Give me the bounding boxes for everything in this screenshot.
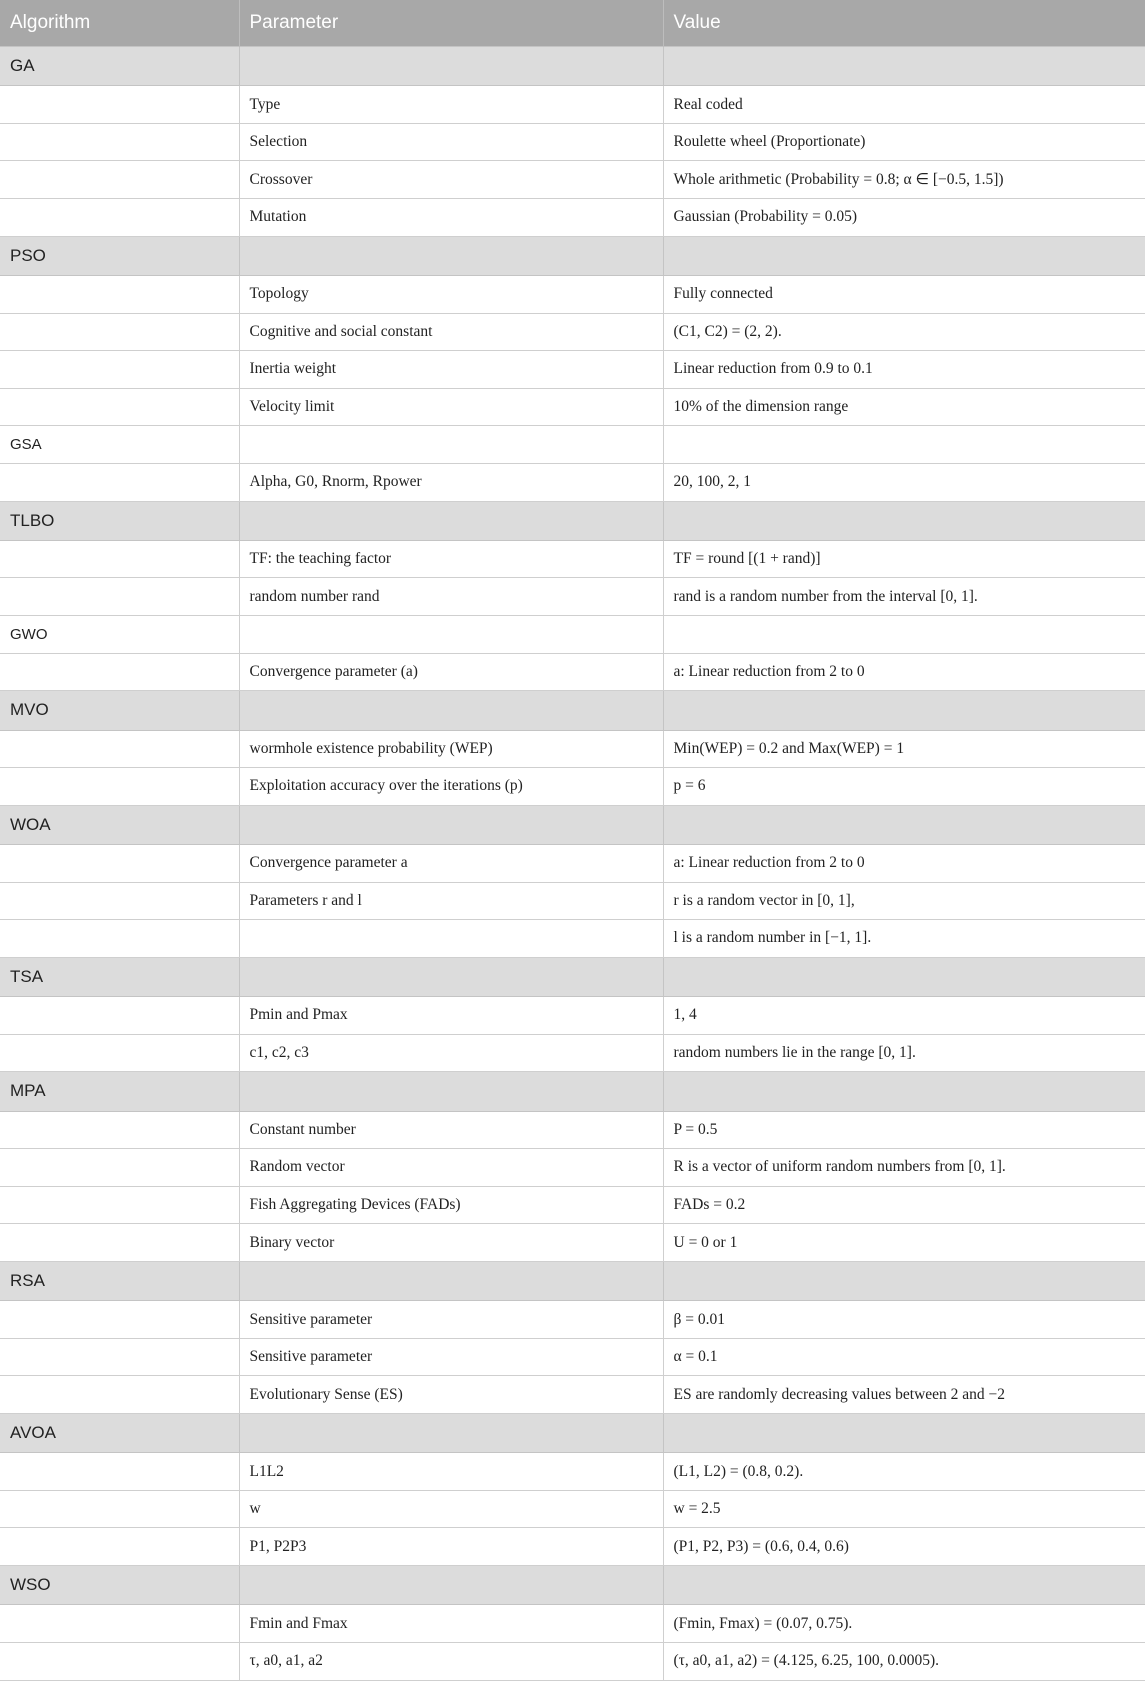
algorithm-cell: GA xyxy=(0,47,239,86)
value-cell: (τ, a0, a1, a2) = (4.125, 6.25, 100, 0.0005). xyxy=(663,1642,1145,1680)
value-cell xyxy=(663,1566,1145,1605)
parameter-cell: Pmin and Pmax xyxy=(239,997,663,1035)
value-cell: (C1, C2) = (2, 2). xyxy=(663,313,1145,351)
parameter-cell xyxy=(239,920,663,958)
algorithm-cell xyxy=(0,768,239,806)
algorithm-cell xyxy=(0,161,239,199)
algorithm-group-row xyxy=(0,1566,1145,1605)
algorithm-cell xyxy=(0,1376,239,1414)
table-row xyxy=(0,123,1145,161)
table-row xyxy=(0,1376,1145,1414)
parameter-cell: Exploitation accuracy over the iterations (p) xyxy=(239,768,663,806)
algorithm-group-row xyxy=(0,1261,1145,1300)
algorithm-cell xyxy=(0,313,239,351)
parameter-cell: Constant number xyxy=(239,1111,663,1149)
parameter-cell xyxy=(239,691,663,730)
value-cell xyxy=(663,426,1145,464)
table-row xyxy=(0,1338,1145,1376)
value-cell: (P1, P2, P3) = (0.6, 0.4, 0.6) xyxy=(663,1528,1145,1566)
parameter-cell: Alpha, G0, Rnorm, Rpower xyxy=(239,463,663,501)
algorithm-cell xyxy=(0,275,239,313)
table-row xyxy=(0,653,1145,691)
parameter-cell: Cognitive and social constant xyxy=(239,313,663,351)
algorithm-cell: GSA xyxy=(0,426,239,464)
parameter-cell: c1, c2, c3 xyxy=(239,1034,663,1072)
value-cell: (Fmin, Fmax) = (0.07, 0.75). xyxy=(663,1605,1145,1643)
table-row xyxy=(0,578,1145,616)
parameter-cell: Inertia weight xyxy=(239,351,663,389)
table-row xyxy=(0,882,1145,920)
parameter-cell: Parameters r and l xyxy=(239,882,663,920)
header-value: Value xyxy=(663,0,1145,47)
algorithm-cell xyxy=(0,578,239,616)
algorithm-cell xyxy=(0,1149,239,1187)
value-cell: ES are randomly decreasing values between 2 and −2 xyxy=(663,1376,1145,1414)
value-cell: random numbers lie in the range [0, 1]. xyxy=(663,1034,1145,1072)
table-row xyxy=(0,351,1145,389)
value-cell: a: Linear reduction from 2 to 0 xyxy=(663,653,1145,691)
value-cell: P = 0.5 xyxy=(663,1111,1145,1149)
algorithm-cell: MPA xyxy=(0,1072,239,1111)
algorithm-cell xyxy=(0,997,239,1035)
value-cell: a: Linear reduction from 2 to 0 xyxy=(663,844,1145,882)
table-row xyxy=(0,1453,1145,1491)
algorithm-cell xyxy=(0,1642,239,1680)
value-cell xyxy=(663,1414,1145,1453)
value-cell: β = 0.01 xyxy=(663,1301,1145,1339)
parameter-cell xyxy=(239,1414,663,1453)
parameter-cell xyxy=(239,426,663,464)
parameter-cell: Velocity limit xyxy=(239,388,663,426)
value-cell: α = 0.1 xyxy=(663,1338,1145,1376)
algorithm-cell xyxy=(0,1224,239,1262)
value-cell: U = 0 or 1 xyxy=(663,1224,1145,1262)
algorithm-group-row xyxy=(0,501,1145,540)
value-cell: p = 6 xyxy=(663,768,1145,806)
parameter-cell: Convergence parameter (a) xyxy=(239,653,663,691)
table-row xyxy=(0,1186,1145,1224)
parameter-cell xyxy=(239,501,663,540)
value-cell: R is a vector of uniform random numbers from [0, 1]. xyxy=(663,1149,1145,1187)
table-row xyxy=(0,1528,1145,1566)
table-row xyxy=(0,1111,1145,1149)
value-cell: TF = round [(1 + rand)] xyxy=(663,540,1145,578)
algorithm-cell xyxy=(0,844,239,882)
value-cell: Roulette wheel (Proportionate) xyxy=(663,123,1145,161)
value-cell xyxy=(663,236,1145,275)
value-cell: 10% of the dimension range xyxy=(663,388,1145,426)
value-cell: Gaussian (Probability = 0.05) xyxy=(663,199,1145,237)
algorithm-cell xyxy=(0,1301,239,1339)
parameter-cell: Sensitive parameter xyxy=(239,1301,663,1339)
table-row xyxy=(0,275,1145,313)
algorithm-group-row xyxy=(0,1072,1145,1111)
table-body xyxy=(0,47,1145,1681)
parameter-cell: Sensitive parameter xyxy=(239,1338,663,1376)
algorithm-cell xyxy=(0,351,239,389)
algorithm-cell xyxy=(0,920,239,958)
table-row xyxy=(0,388,1145,426)
header-algorithm: Algorithm xyxy=(0,0,239,47)
algorithm-group-row xyxy=(0,691,1145,730)
parameter-cell: TF: the teaching factor xyxy=(239,540,663,578)
table-row xyxy=(0,313,1145,351)
algorithm-cell xyxy=(0,1490,239,1528)
algorithm-cell xyxy=(0,123,239,161)
table-row xyxy=(0,768,1145,806)
value-cell xyxy=(663,1261,1145,1300)
parameter-cell: τ, a0, a1, a2 xyxy=(239,1642,663,1680)
algorithm-group-row xyxy=(0,236,1145,275)
table-header-row xyxy=(0,0,1145,47)
value-cell xyxy=(663,805,1145,844)
table-row xyxy=(0,540,1145,578)
parameter-cell: Binary vector xyxy=(239,1224,663,1262)
algorithm-cell: RSA xyxy=(0,1261,239,1300)
algorithm-plain-row xyxy=(0,616,1145,654)
parameter-cell: random number rand xyxy=(239,578,663,616)
algorithm-group-row xyxy=(0,805,1145,844)
algorithm-cell xyxy=(0,1528,239,1566)
parameter-cell: L1L2 xyxy=(239,1453,663,1491)
parameter-cell: Fmin and Fmax xyxy=(239,1605,663,1643)
value-cell: l is a random number in [−1, 1]. xyxy=(663,920,1145,958)
parameter-cell xyxy=(239,236,663,275)
value-cell xyxy=(663,616,1145,654)
algorithm-cell xyxy=(0,540,239,578)
algorithm-cell: GWO xyxy=(0,616,239,654)
value-cell: Min(WEP) = 0.2 and Max(WEP) = 1 xyxy=(663,730,1145,768)
parameter-cell xyxy=(239,1566,663,1605)
table-row xyxy=(0,1605,1145,1643)
parameter-cell xyxy=(239,805,663,844)
table-row xyxy=(0,199,1145,237)
algorithm-group-row xyxy=(0,1414,1145,1453)
table-row xyxy=(0,920,1145,958)
algorithm-cell xyxy=(0,463,239,501)
parameter-cell: P1, P2P3 xyxy=(239,1528,663,1566)
value-cell xyxy=(663,691,1145,730)
value-cell xyxy=(663,47,1145,86)
parameter-cell: Topology xyxy=(239,275,663,313)
value-cell: Real coded xyxy=(663,86,1145,124)
value-cell: 20, 100, 2, 1 xyxy=(663,463,1145,501)
parameter-cell: Evolutionary Sense (ES) xyxy=(239,1376,663,1414)
algorithm-cell xyxy=(0,1034,239,1072)
parameter-cell: Type xyxy=(239,86,663,124)
header-parameter: Parameter xyxy=(239,0,663,47)
algorithm-cell xyxy=(0,86,239,124)
table-row xyxy=(0,463,1145,501)
table-row xyxy=(0,1034,1145,1072)
parameter-cell: Selection xyxy=(239,123,663,161)
value-cell: w = 2.5 xyxy=(663,1490,1145,1528)
algorithm-cell xyxy=(0,1111,239,1149)
table-row xyxy=(0,1149,1145,1187)
value-cell: 1, 4 xyxy=(663,997,1145,1035)
parameter-cell: wormhole existence probability (WEP) xyxy=(239,730,663,768)
algorithm-cell: AVOA xyxy=(0,1414,239,1453)
value-cell xyxy=(663,501,1145,540)
algorithm-cell xyxy=(0,199,239,237)
parameter-cell: Convergence parameter a xyxy=(239,844,663,882)
parameter-cell xyxy=(239,1072,663,1111)
parameter-cell: Fish Aggregating Devices (FADs) xyxy=(239,1186,663,1224)
table-row xyxy=(0,161,1145,199)
table-row xyxy=(0,997,1145,1035)
value-cell: Whole arithmetic (Probability = 0.8; α ∈ [−0.5, 1.5]) xyxy=(663,161,1145,199)
table-row xyxy=(0,1301,1145,1339)
algorithm-cell xyxy=(0,1453,239,1491)
algorithm-cell xyxy=(0,388,239,426)
parameter-cell: Mutation xyxy=(239,199,663,237)
parameter-cell xyxy=(239,47,663,86)
algorithm-cell: MVO xyxy=(0,691,239,730)
algorithm-cell xyxy=(0,882,239,920)
algorithm-cell: TLBO xyxy=(0,501,239,540)
value-cell: Fully connected xyxy=(663,275,1145,313)
table-row xyxy=(0,730,1145,768)
value-cell: rand is a random number from the interval [0, 1]. xyxy=(663,578,1145,616)
algorithm-cell xyxy=(0,1338,239,1376)
table-row xyxy=(0,1490,1145,1528)
table-row xyxy=(0,1642,1145,1680)
parameter-cell xyxy=(239,1261,663,1300)
table-row xyxy=(0,1224,1145,1262)
algorithm-group-row xyxy=(0,47,1145,86)
algorithm-cell: WSO xyxy=(0,1566,239,1605)
value-cell: r is a random vector in [0, 1], xyxy=(663,882,1145,920)
table-row xyxy=(0,844,1145,882)
algorithm-group-row xyxy=(0,957,1145,996)
algorithm-cell: TSA xyxy=(0,957,239,996)
parameter-cell: Random vector xyxy=(239,1149,663,1187)
table-row xyxy=(0,86,1145,124)
value-cell: (L1, L2) = (0.8, 0.2). xyxy=(663,1453,1145,1491)
value-cell xyxy=(663,957,1145,996)
algorithm-cell xyxy=(0,653,239,691)
value-cell: FADs = 0.2 xyxy=(663,1186,1145,1224)
algorithm-cell xyxy=(0,730,239,768)
algorithm-cell: WOA xyxy=(0,805,239,844)
parameter-cell: Crossover xyxy=(239,161,663,199)
value-cell xyxy=(663,1072,1145,1111)
algorithm-cell: PSO xyxy=(0,236,239,275)
algorithm-cell xyxy=(0,1605,239,1643)
parameter-cell: w xyxy=(239,1490,663,1528)
parameter-cell xyxy=(239,616,663,654)
algorithm-plain-row xyxy=(0,426,1145,464)
algorithm-cell xyxy=(0,1186,239,1224)
value-cell: Linear reduction from 0.9 to 0.1 xyxy=(663,351,1145,389)
parameter-cell xyxy=(239,957,663,996)
